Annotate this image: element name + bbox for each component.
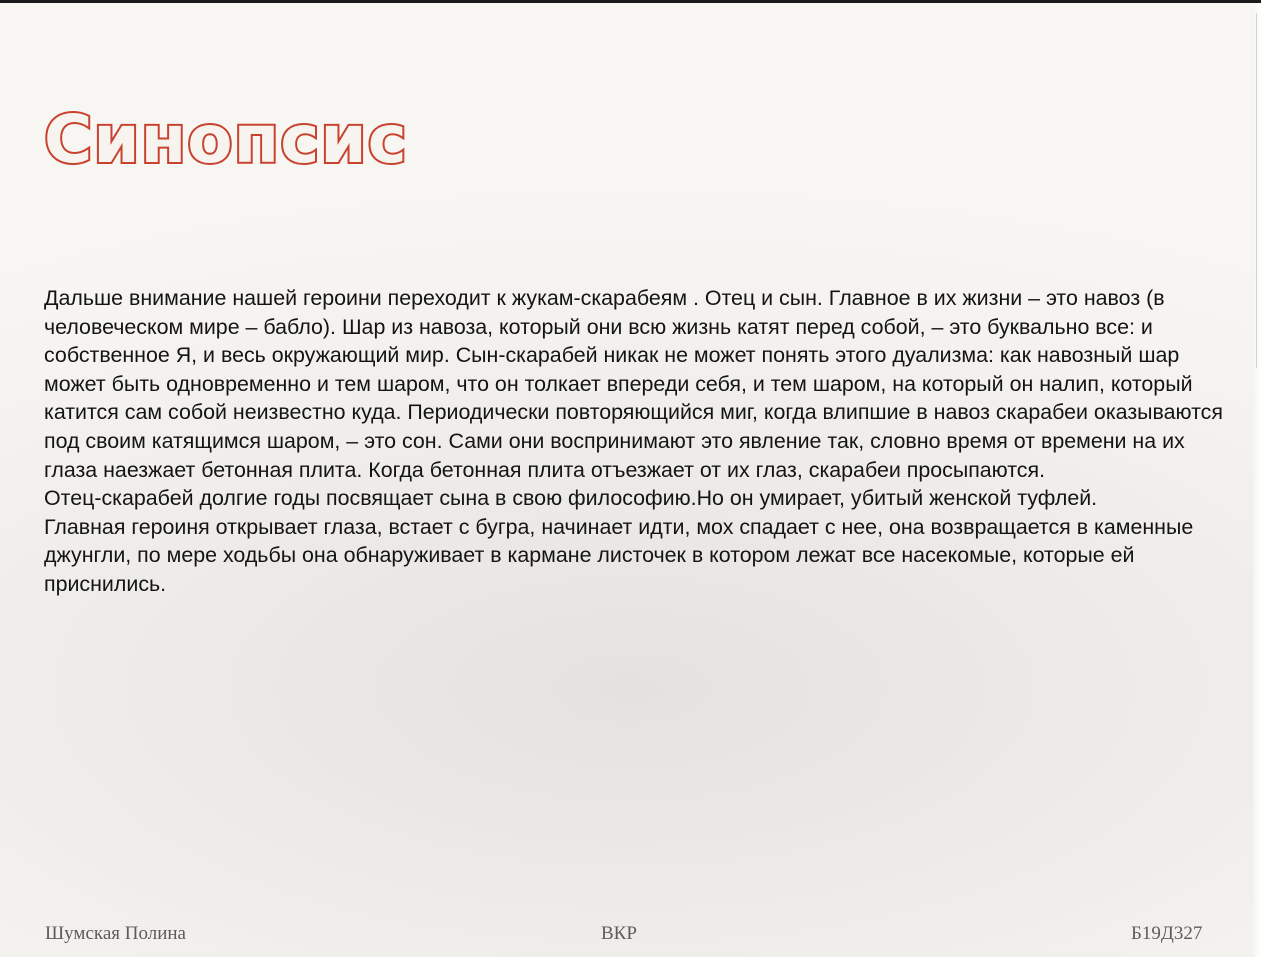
synopsis-paragraph: Главная героиня открывает глаза, встает с бугра, начинает идти, мох спадает с нее, она возвращается в каменные джунгли, по мере ходьбы она обнаруживает в кармане листочек в котором лежат все насекомые, которые ей приснились. (44, 514, 1194, 596)
synopsis-body (44, 284, 1224, 599)
synopsis-paragraph: Отец-скарабей долгие годы посвящает сына в свою философию.Но он умирает, убитый женской туфлей. (44, 486, 1098, 511)
synopsis-paragraph: Дальше внимание нашей героини переходит к жукам-скарабеям . Отец и сын. Главное в их жизни – это навоз (в человеческом мире – бабло). Шар из навоза, который они всю жизнь катят перед собой, – это буквально все: и собственное Я, и весь окружающий мир. Сын-скарабей никак не может понять этого дуализма: как навозный шар может быть одновременно и тем шаром, что он толкает впереди себя, и тем шаром, на который он налип, который катится сам собой неизвестно куда. Периодически повторяющийся миг, когда влипшие в навоз скарабеи оказываются под своим катящимся шаром, – это сон. Сами они воспринимают это явление так, словно время от времени на их глаза наезжает бетонная плита. Когда бетонная плита отъезжает от их глаз, скарабеи просыпаются. (44, 286, 1223, 482)
slide-title: Синопсис (44, 101, 408, 178)
edge-line (1256, 13, 1257, 368)
top-border (0, 0, 1261, 3)
footer-group-code: Б19Д327 (1131, 923, 1203, 944)
footer-author: Шумская Полина (45, 923, 186, 944)
footer-center-label: ВКР (601, 923, 637, 944)
right-edge-strip (1253, 3, 1261, 957)
